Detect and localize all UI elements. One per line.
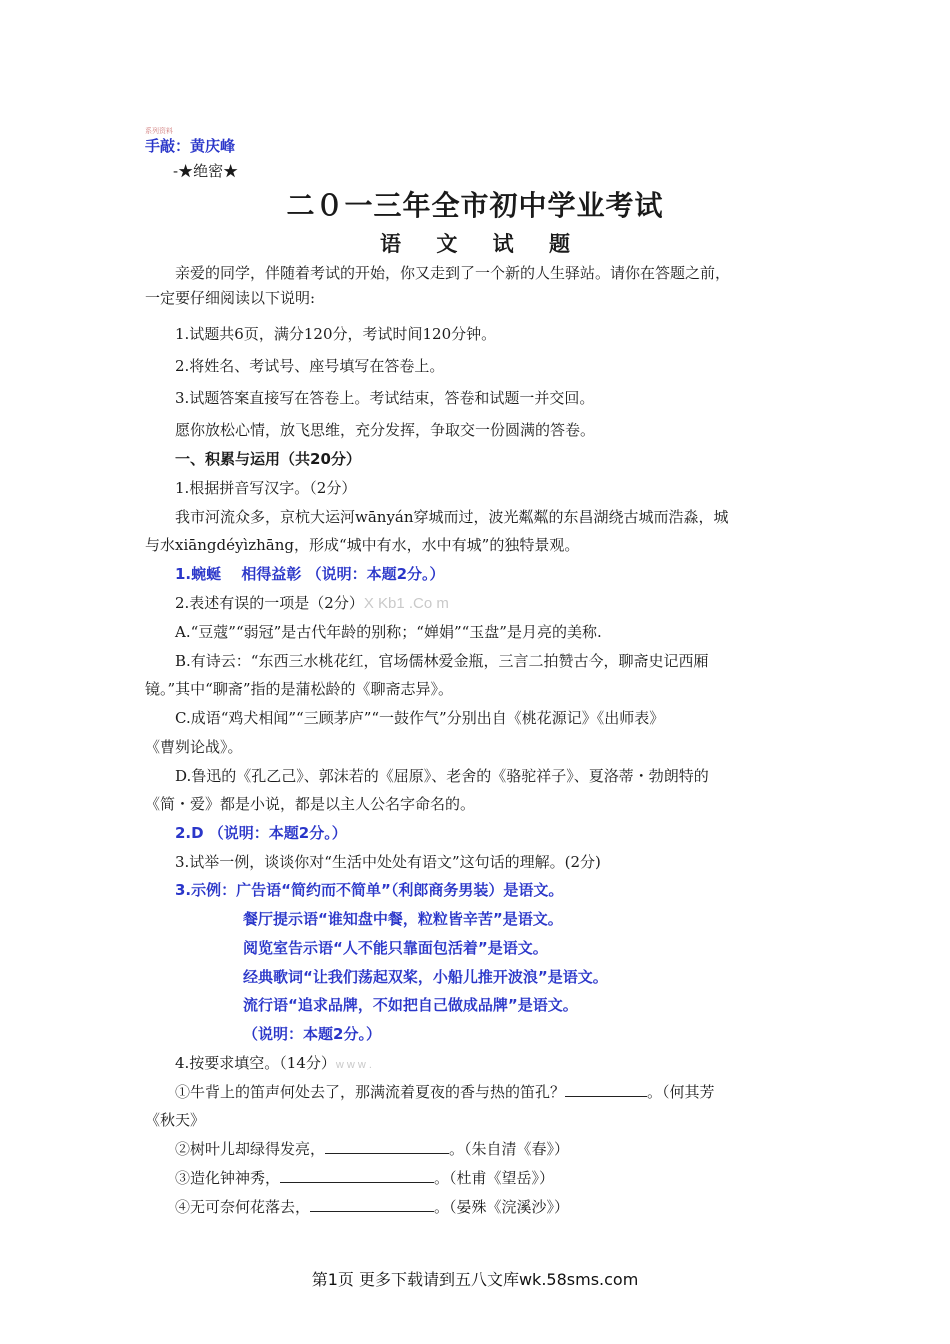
q4-item-4-prompt: ④无可奈何花落去， [175,1198,311,1216]
author-credit: 手敲：黄庆峰 [145,137,236,155]
rule-3: 3.试题答案直接写在答卷上。考试结束，答卷和试题一并交回。 [175,389,595,407]
q1-text-line-2: 与水xiāngdéyìzhāng，形成“城中有水，水中有城”的独特景观。 [145,536,580,554]
q2-option-d-line-2: 《简・爱》都是小说，都是以主人公名字命名的。 [145,795,476,813]
watermark-text: X Kb1 .Co m [363,595,449,612]
q4-stem-row [145,1049,805,1080]
q3-answer-line-3: 阅览室告示语“人不能只靠面包活着”是语文。 [243,939,548,957]
q4-item-3 [145,1164,805,1193]
section-1-heading: 一、积累与运用（共20分） [175,450,361,468]
q4-item-4-source: 。（晏殊《浣溪沙》） [434,1198,570,1216]
q3-stem: 3.试举一例，谈谈你对“生活中处处有语文”这句话的理解。(2分) [175,853,601,871]
q4-item-1-prompt: ①牛背上的笛声何处去了，那满流着夏夜的香与热的笛孔？ [175,1083,566,1101]
q4-blank-2[interactable] [325,1139,449,1154]
q1-text-line-1: 我市河流众多，京杭大运河wānyán穿城而过，波光粼粼的东昌湖绕古城而浩淼，城 [175,508,729,526]
exam-subtitle: 语 文 试 题 [380,231,584,256]
q4-item-4 [145,1193,805,1222]
q3-answer-line-4: 经典歌词“让我们荡起双桨，小船儿推开波浪”是语文。 [243,968,608,986]
q4-item-1 [145,1078,805,1107]
q3-answer-line-2: 餐厅提示语“谁知盘中餐，粒粒皆辛苦”是语文。 [243,910,563,928]
secret-mark: -★绝密★ [173,162,239,180]
intro-line-2: 一定要仔细阅读以下说明: [145,289,316,307]
q4-blank-4[interactable] [310,1197,434,1212]
q2-option-a: A.“豆蔻”“弱冠”是古代年龄的别称；“婵娟”“玉盘”是月亮的美称. [175,623,602,641]
q2-stem: 2.表述有误的一项是（2分） [175,594,364,612]
q1-answer: 1.蜿蜒 相得益彰 （说明：本题2分。） [175,565,445,583]
series-label: 系列资料 [145,127,173,135]
q4-item-1-source-cont: 《秋天》 [145,1111,206,1129]
q4-item-3-prompt: ③造化钟神秀， [175,1169,281,1187]
q2-answer: 2.D （说明：本题2分。） [175,824,347,842]
q2-option-b-line-2: 镜。”其中“聊斋”指的是蒲松龄的《聊斋志异》。 [145,680,454,698]
q4-blank-3[interactable] [280,1168,434,1183]
q4-item-1-source: 。（何其芳 [647,1083,715,1101]
q3-answer-line-1: 3.示例：广告语“简约而不简单”（利郎商务男装）是语文。 [175,881,564,899]
rule-2: 2.将姓名、考试号、座号填写在答卷上。 [175,357,445,375]
q4-item-3-source: 。（杜甫《望岳》） [434,1169,555,1187]
rule-1: 1.试题共6页，满分120分，考试时间120分钟。 [175,325,497,343]
q1-stem: 1.根据拼音写汉字。（2分） [175,479,357,497]
q2-option-c-line-1: C.成语“鸡犬相闻”“三顾茅庐”“一鼓作气”分别出自《桃花源记》《出师表》 [175,709,665,727]
q3-answer-note: （说明：本题2分。） [243,1025,381,1043]
q2-option-d-line-1: D.鲁迅的《孔乙己》、郭沫若的《屈原》、老舍的《骆驼祥子》、夏洛蒂・勃朗特的 [175,767,709,785]
q4-item-2 [145,1135,805,1164]
q3-answer-line-5: 流行语“追求品牌，不如把自己做成品牌”是语文。 [243,996,578,1014]
exam-title: 二０一三年全市初中学业考试 [286,189,664,222]
watermark-text-2: w w w . [335,1059,372,1071]
q2-stem-row [145,589,805,618]
q2-option-b-line-1: B.有诗云：“东西三水桃花红，官场儒林爱金瓶，三言二拍赞古今，聊斋史记西厢 [175,652,709,670]
intro-line-1: 亲爱的同学，伴随着考试的开始，你又走到了一个新的人生驿站。请你在答题之前， [175,264,731,282]
q4-blank-1[interactable] [565,1082,647,1097]
q4-item-2-prompt: ②树叶儿却绿得发亮， [175,1140,326,1158]
wish-line: 愿你放松心情，放飞思维，充分发挥，争取交一份圆满的答卷。 [175,421,596,439]
q4-stem: 4.按要求填空。（14分） [175,1054,336,1072]
page-footer: 第1页 更多下载请到五八文库wk.58sms.com [311,1270,639,1289]
q2-option-c-line-2: 《曹刿论战》。 [145,738,243,756]
q4-item-2-source: 。（朱自清《春》） [449,1140,570,1158]
